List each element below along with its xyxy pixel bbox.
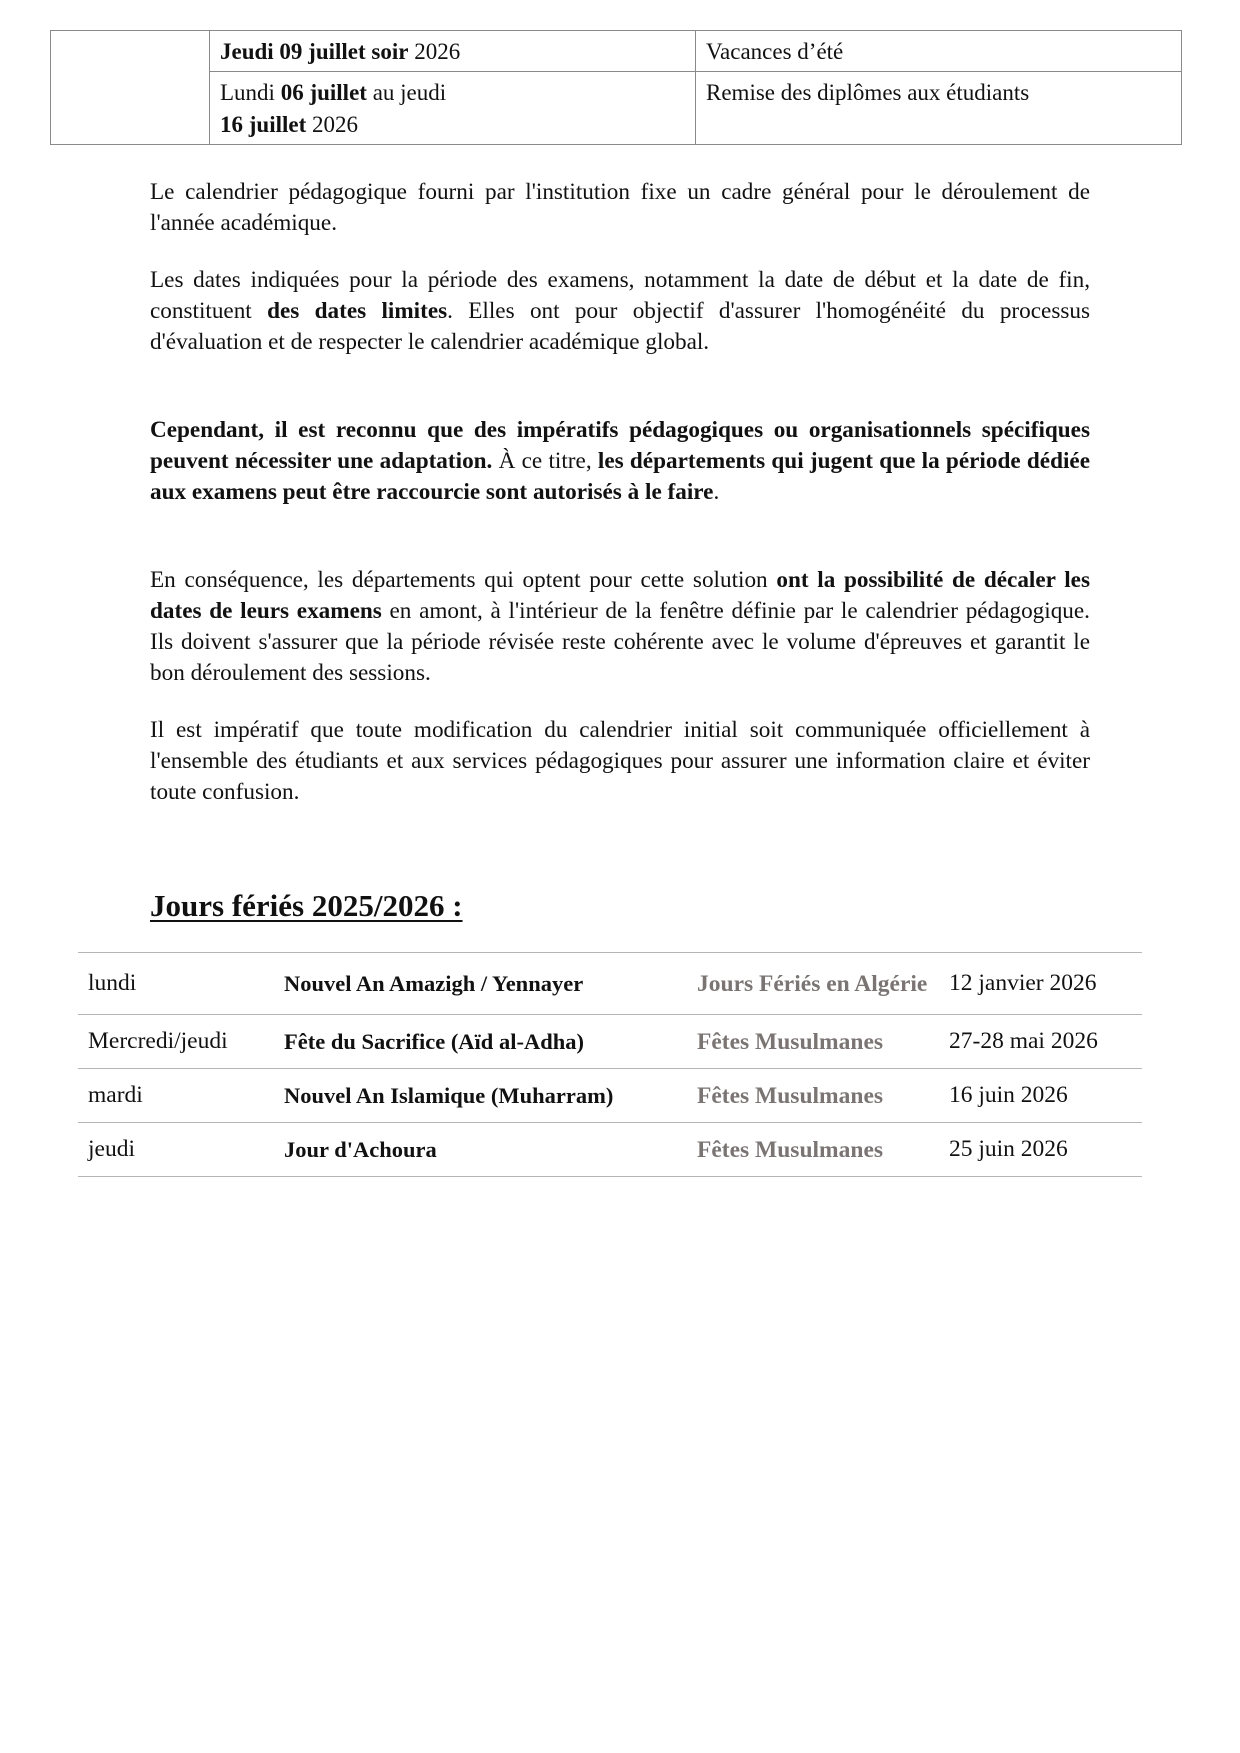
- calendar-row: [51, 31, 1182, 72]
- paragraph-intro: Le calendrier pédagogique fourni par l'institution fixe un cadre général pour le déroulement de l'année académique.: [150, 179, 1090, 236]
- paragraph-text: À ce titre,: [492, 448, 598, 474]
- holiday-row: [78, 1069, 1142, 1123]
- holiday-day: mardi: [78, 1069, 274, 1123]
- paragraph-text: . Elles ont pour objectif d'assurer l'homogénéité du processus d'évaluation et de respecter le calendrier académique global.: [150, 298, 1090, 355]
- paragraph-adaptation: [150, 415, 1090, 508]
- paragraph-text: .: [713, 479, 720, 505]
- calendar-row: [51, 72, 1182, 145]
- calendar-event-cell: Remise des diplômes aux étudiants: [696, 72, 1182, 145]
- date-text: 2026: [408, 39, 461, 64]
- holiday-row: [78, 1123, 1142, 1177]
- paragraph-emphasis: Cependant, il est reconnu que des impératifs pédagogiques ou organisationnels spécifiques peuvent nécessiter une adaptation.: [150, 417, 1090, 474]
- date-text-bold: 06 juillet: [280, 80, 367, 105]
- holiday-day: Mercredi/jeudi: [78, 1015, 274, 1069]
- date-text-bold: 16 juillet: [220, 112, 307, 137]
- calendar-event-cell: Vacances d’été: [696, 31, 1182, 72]
- holiday-date: 25 juin 2026: [939, 1123, 1142, 1177]
- holiday-name: Nouvel An Amazigh / Yennayer: [274, 953, 687, 1015]
- holidays-heading: Jours fériés 2025/2026 :: [150, 888, 463, 923]
- paragraph-emphasis: des dates limites: [267, 298, 448, 324]
- holiday-row: [78, 953, 1142, 1015]
- paragraph-communication: Il est impératif que toute modification du calendrier initial soit communiquée officiellement à l'ensemble des étudiants et aux services pédagogiques pour assurer une information claire et éviter toute confusion.: [150, 717, 1090, 805]
- holiday-day: jeudi: [78, 1123, 274, 1177]
- holiday-name: Nouvel An Islamique (Muharram): [274, 1069, 687, 1123]
- holiday-name: Fête du Sacrifice (Aïd al-Adha): [274, 1015, 687, 1069]
- holiday-date: 16 juin 2026: [939, 1069, 1142, 1123]
- holiday-day: lundi: [78, 953, 274, 1015]
- date-text: Lundi: [220, 80, 281, 105]
- paragraph-emphasis: ont la possibilité de décaler les dates de leurs examens: [150, 567, 1091, 624]
- calendar-period-cell: [51, 31, 210, 145]
- date-text: 2026: [306, 112, 358, 137]
- holiday-date: 27-28 mai 2026: [939, 1015, 1142, 1069]
- date-text-bold: Jeudi 09 juillet soir: [220, 39, 409, 64]
- date-text: au jeudi: [366, 80, 447, 105]
- holiday-category: Jours Fériés en Algérie: [687, 953, 939, 1015]
- calendar-date-cell: [210, 31, 696, 72]
- paragraph-text: En conséquence, les départements qui optent pour cette solution: [150, 567, 777, 593]
- holiday-name: Jour d'Achoura: [274, 1123, 687, 1177]
- holiday-row: [78, 1015, 1142, 1069]
- holidays-table: [78, 952, 1142, 1177]
- paragraph-emphasis: les départements qui jugent que la période dédiée aux examens peut être raccourcie sont autorisés à le faire: [150, 448, 1091, 505]
- academic-calendar-table: [50, 30, 1182, 145]
- calendar-date-cell: [210, 72, 696, 145]
- paragraph-text: en amont, à l'intérieur de la fenêtre définie par le calendrier pédagogique. Ils doivent s'assurer que la période révisée reste cohérente avec le volume d'épreuves et garantit le bon déroulement des sessions.: [150, 598, 1090, 686]
- holiday-date: 12 janvier 2026: [939, 953, 1142, 1015]
- holiday-category: Fêtes Musulmanes: [687, 1015, 939, 1069]
- paragraph-exam-dates: [150, 265, 1090, 358]
- holiday-category: Fêtes Musulmanes: [687, 1069, 939, 1123]
- paragraph-consequence: [150, 565, 1090, 689]
- holiday-category: Fêtes Musulmanes: [687, 1123, 939, 1177]
- paragraph-text: Les dates indiquées pour la période des examens, notamment la date de début et la date de fin, constituent: [150, 267, 1090, 324]
